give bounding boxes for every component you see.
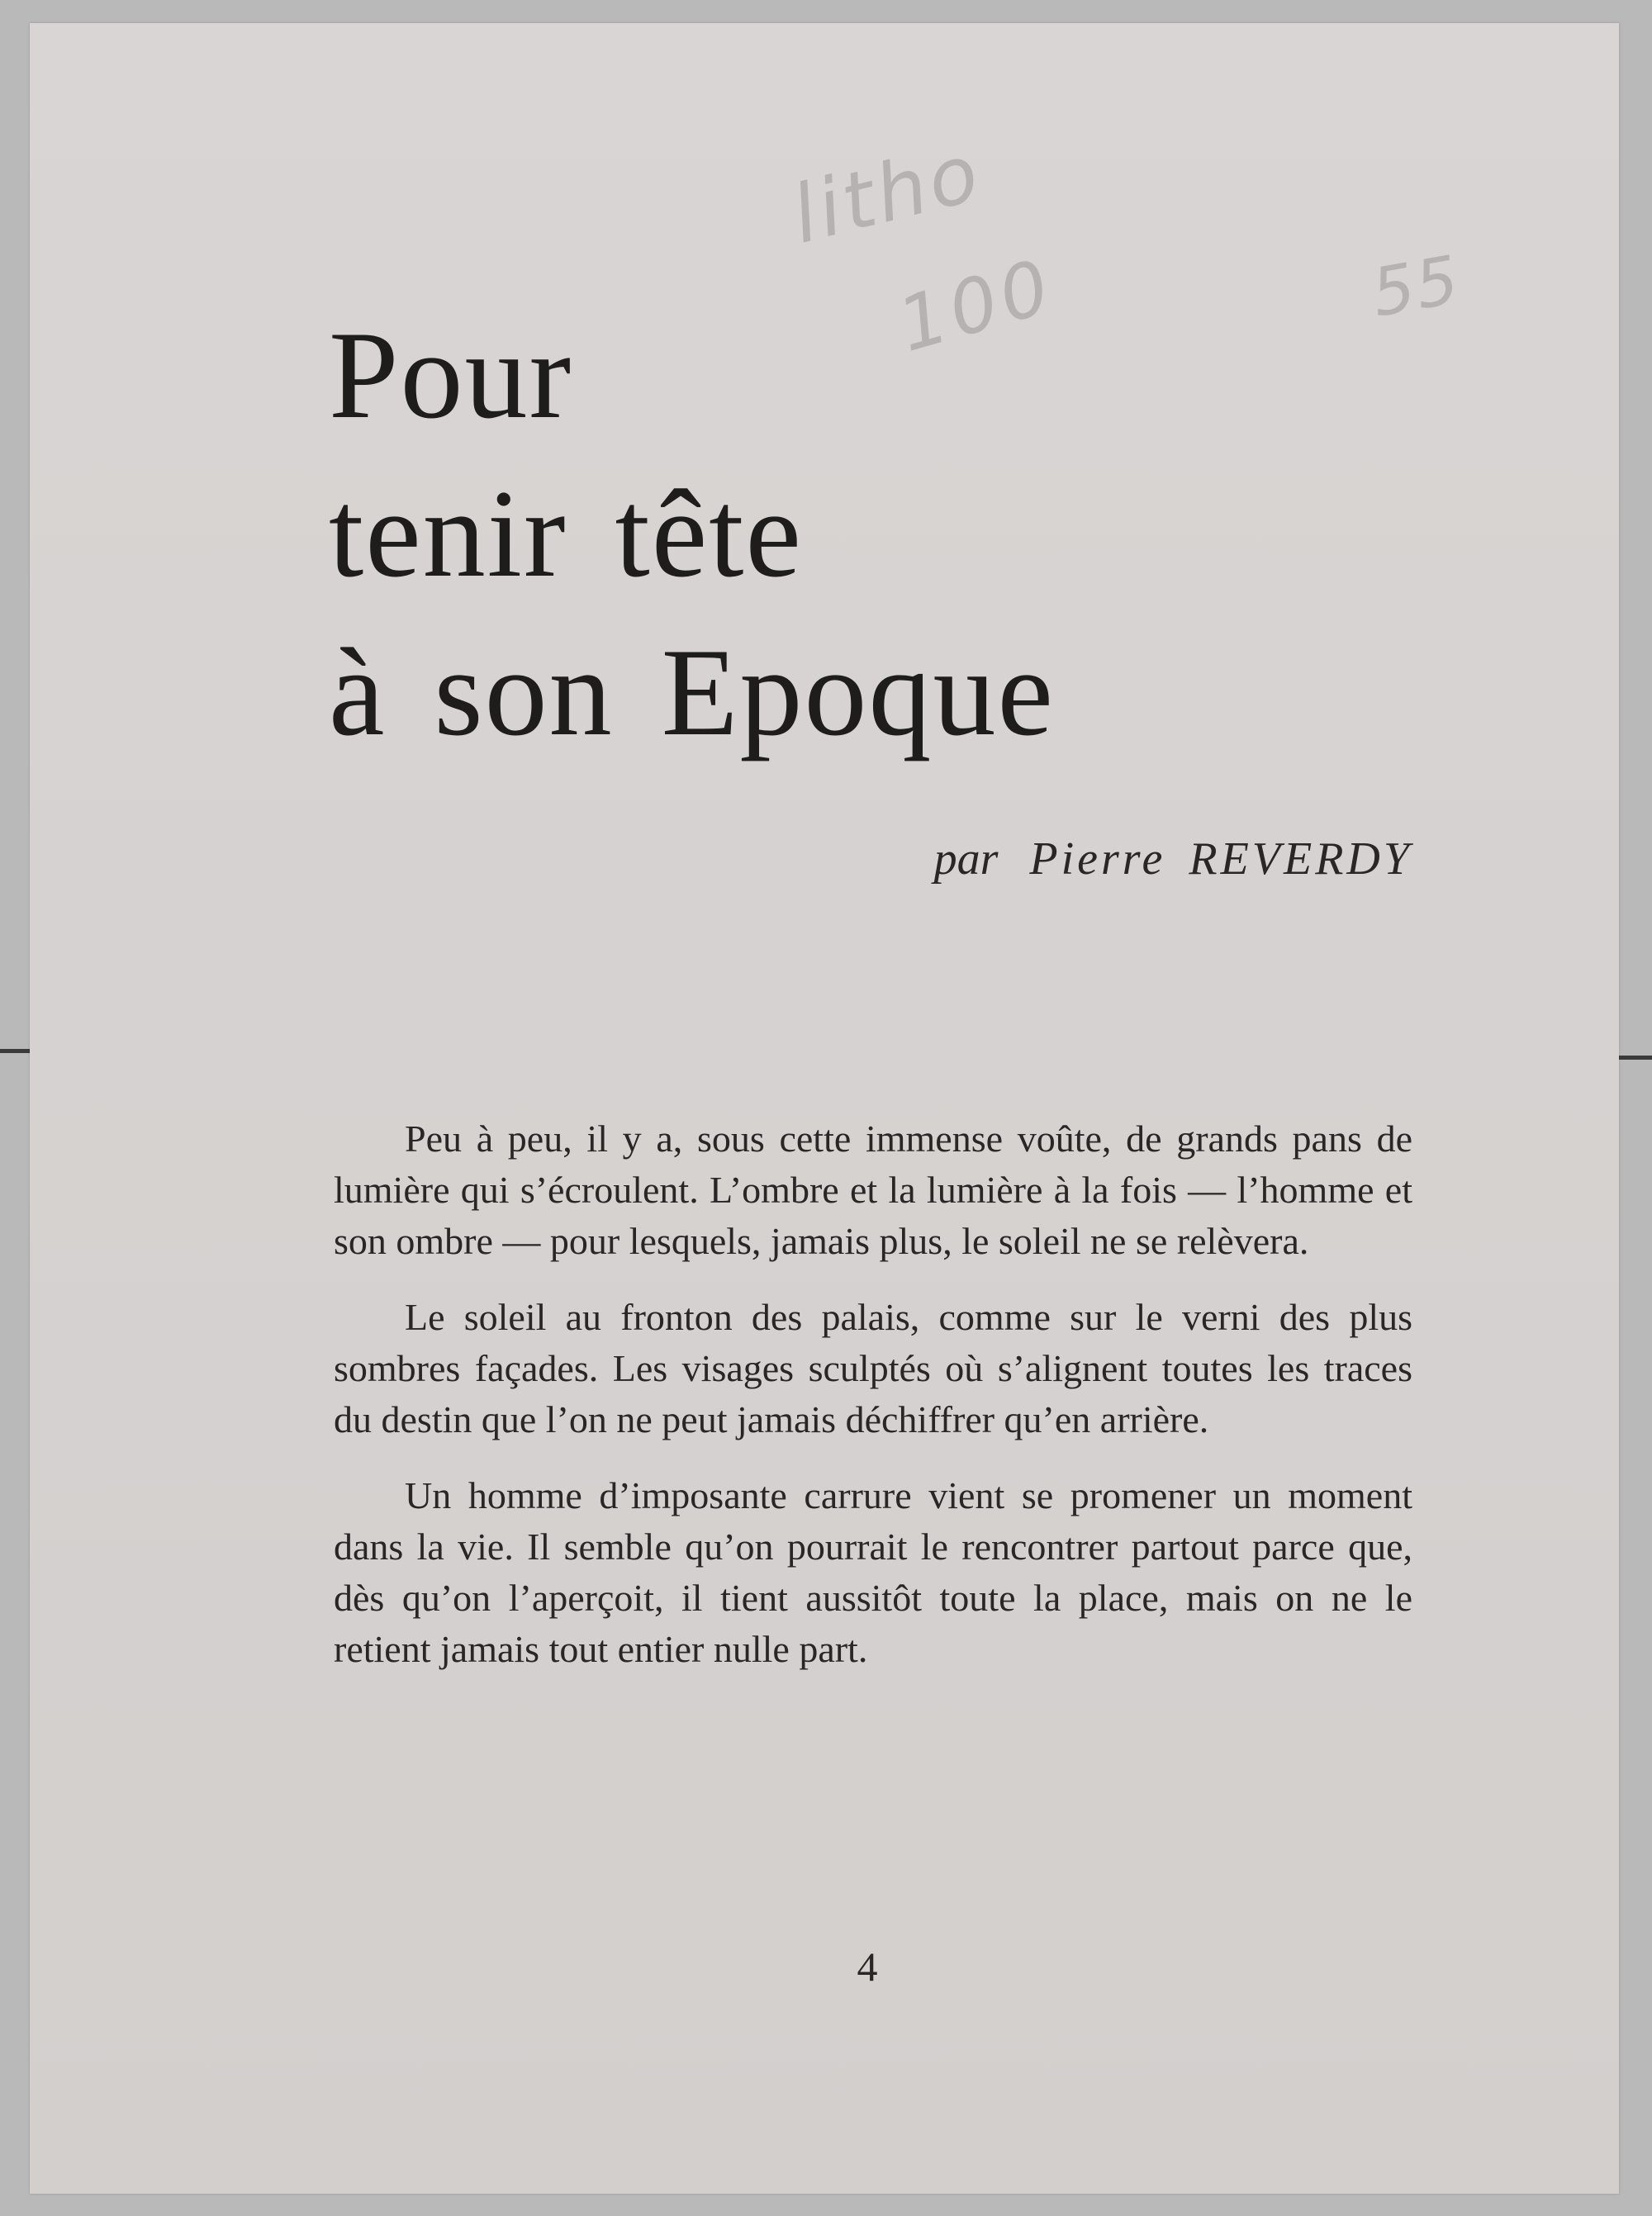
article-body: [334, 1113, 1412, 1700]
byline-prefix: par: [933, 833, 999, 885]
byline: [934, 833, 1412, 885]
paragraph-1: Peu à peu, il y a, sous cette immense voûte, de grands pans de lumière qui s’écroulent. L’ombre et la lumière à la fois — l’homme et son ombre — pour lesquels, jamais plus, le soleil ne se relèvera.: [334, 1117, 1412, 1262]
page-number: 4: [857, 1943, 878, 1990]
pencil-annotation-corner: 55: [1366, 240, 1466, 332]
pencil-annotation-number: 100: [889, 242, 1064, 369]
paragraph-3: Un homme d’imposante carrure vient se promener un moment dans la vie. Il semble qu’on pourrait le rencontrer partout parce que, dès qu’on l’aperçoit, il tient aussitôt toute la place, mais on ne le retient jamais tout entier nulle part.: [334, 1474, 1412, 1670]
title-line-2: tenir tête: [329, 464, 803, 603]
page-title: [329, 296, 1055, 771]
title-line-1: Pour: [329, 306, 573, 444]
right-edge-mark: [1619, 1056, 1652, 1060]
pencil-annotation-litho: litho: [783, 126, 990, 262]
paragraph-2: Le soleil au fronton des palais, comme sur le verni des plus sombres façades. Les visages sculptés où s’alignent toutes les traces du destin que l’on ne peut jamais déchiffrer qu’en arrière.: [334, 1296, 1412, 1440]
left-edge-mark: [0, 1049, 30, 1053]
author-name: Pierre REVERDY: [1029, 833, 1412, 885]
title-line-3: à son Epoque: [329, 623, 1055, 762]
